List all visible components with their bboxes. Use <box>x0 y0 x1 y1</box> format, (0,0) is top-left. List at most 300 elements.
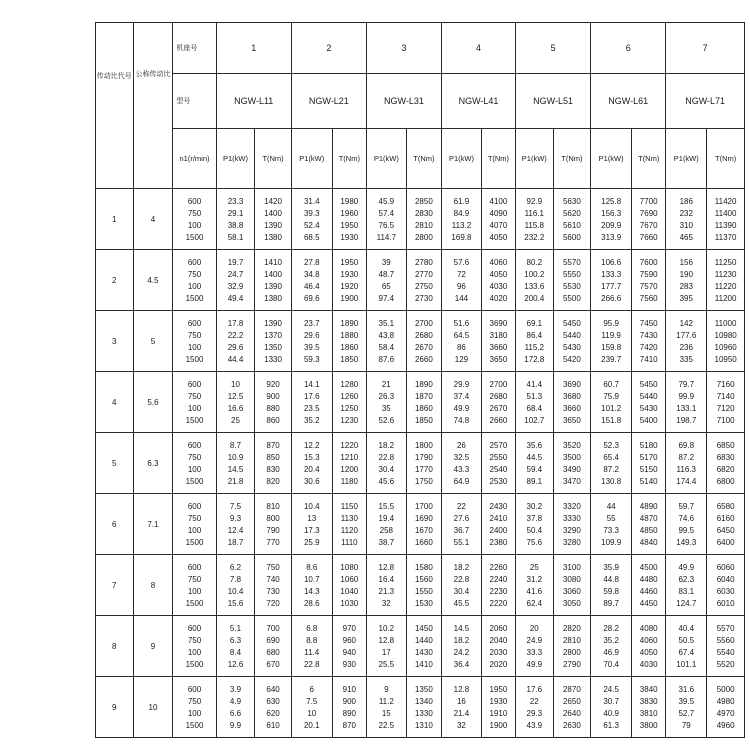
power-value: 172.8 <box>524 355 545 364</box>
power-value: 133.6 <box>524 282 545 291</box>
power-values-cell <box>666 433 707 494</box>
power-value: 58.4 <box>378 343 395 352</box>
power-value: 8.7 <box>229 441 242 450</box>
transmission-code-cell: 9 <box>96 677 134 738</box>
torque-values-cell <box>255 311 291 372</box>
power-value: 64.5 <box>453 331 470 340</box>
torque-value: 1560 <box>414 575 433 584</box>
torque-unit-cell: T(Nm) <box>481 129 515 189</box>
power-value: 113.2 <box>451 221 472 230</box>
torque-value: 2430 <box>489 502 508 511</box>
power-value: 156 <box>679 258 693 267</box>
power-value: 43.9 <box>526 721 543 730</box>
power-value: 43.3 <box>453 465 470 474</box>
torque-values-cell <box>481 372 515 433</box>
power-value: 22.8 <box>303 660 320 669</box>
torque-values-cell <box>553 616 591 677</box>
power-value: 115.2 <box>524 343 545 352</box>
power-value: 20 <box>529 624 539 633</box>
power-value: 84.9 <box>453 209 470 218</box>
torque-value: 4090 <box>489 209 508 218</box>
power-values-cell <box>591 250 632 311</box>
speed-value: 100 <box>187 282 202 291</box>
power-values-cell <box>216 189 255 250</box>
torque-value: 790 <box>266 526 280 535</box>
table-row <box>96 616 745 677</box>
power-value: 92.9 <box>526 197 543 206</box>
model-name-cell: NGW-L61 <box>591 74 666 129</box>
power-value: 30.7 <box>603 697 619 706</box>
torque-value: 870 <box>266 441 280 450</box>
power-value: 174.4 <box>676 477 697 486</box>
torque-value: 7140 <box>716 392 735 401</box>
power-value: 97.4 <box>378 294 395 303</box>
torque-value: 870 <box>342 721 356 730</box>
torque-value: 1030 <box>340 599 359 608</box>
power-values-cell <box>366 494 406 555</box>
power-value: 41.6 <box>526 587 543 596</box>
power-value: 65 <box>381 282 391 291</box>
power-values-cell <box>442 189 482 250</box>
power-value: 89.7 <box>603 599 619 608</box>
power-values-cell <box>591 494 632 555</box>
torque-unit-cell: T(Nm) <box>632 129 666 189</box>
power-value: 209.9 <box>601 221 622 230</box>
power-value: 151.8 <box>601 416 622 425</box>
power-value: 200.4 <box>524 294 545 303</box>
power-value: 156.3 <box>601 209 622 218</box>
power-values-cell <box>442 250 482 311</box>
power-value: 12.6 <box>227 660 244 669</box>
power-value: 17.8 <box>227 319 244 328</box>
power-value: 190 <box>679 270 693 279</box>
power-value: 18.2 <box>453 636 470 645</box>
power-value: 59.8 <box>603 587 619 596</box>
power-value: 236 <box>679 343 693 352</box>
torque-value: 2810 <box>414 221 433 230</box>
torque-values-cell <box>632 250 666 311</box>
power-values-cell <box>442 616 482 677</box>
torque-values-cell <box>707 433 745 494</box>
power-value: 59.4 <box>526 465 543 474</box>
torque-value: 1400 <box>264 209 282 218</box>
power-value: 169.8 <box>451 233 472 242</box>
power-value: 41.4 <box>526 380 543 389</box>
torque-value: 690 <box>266 636 280 645</box>
power-value: 10.2 <box>378 624 395 633</box>
power-value: 9.9 <box>229 721 242 730</box>
gear-reducer-spec-table <box>95 22 745 738</box>
power-value: 7.5 <box>306 697 318 706</box>
power-values-cell <box>366 311 406 372</box>
power-value: 101.2 <box>601 404 622 413</box>
power-value: 27.6 <box>453 514 470 523</box>
transmission-code-cell: 6 <box>96 494 134 555</box>
model-name-cell: NGW-L51 <box>516 74 591 129</box>
torque-value: 2030 <box>489 648 508 657</box>
power-value: 74.6 <box>678 514 695 523</box>
torque-value: 1790 <box>414 453 433 462</box>
power-value: 28.6 <box>303 599 320 608</box>
torque-value: 3080 <box>562 575 581 584</box>
torque-value: 2820 <box>562 624 581 633</box>
power-value: 44.5 <box>526 453 543 462</box>
torque-values-cell <box>255 616 291 677</box>
torque-value: 6400 <box>716 538 735 547</box>
torque-values-cell <box>553 555 591 616</box>
torque-value: 3660 <box>489 343 508 352</box>
power-values-cell <box>666 677 707 738</box>
power-value: 21.4 <box>453 709 470 718</box>
power-value: 48.7 <box>378 270 395 279</box>
frame-number-cell: 7 <box>666 23 745 74</box>
power-value: 130.8 <box>601 477 622 486</box>
torque-value: 2800 <box>414 233 433 242</box>
nominal-ratio-cell: 10 <box>133 677 173 738</box>
torque-value: 3690 <box>489 319 508 328</box>
power-value: 4.9 <box>229 697 242 706</box>
table-body <box>96 23 745 738</box>
power-value: 38.8 <box>227 221 244 230</box>
model-name-cell: NGW-L21 <box>291 74 366 129</box>
power-value: 32.5 <box>453 453 470 462</box>
power-value: 80.2 <box>526 258 543 267</box>
transmission-code-cell: 2 <box>96 250 134 311</box>
power-value: 52.6 <box>378 416 395 425</box>
torque-value: 2830 <box>414 209 433 218</box>
torque-values-cell <box>332 189 366 250</box>
torque-value: 5140 <box>639 477 658 486</box>
torque-value: 2780 <box>414 258 433 267</box>
torque-values-cell <box>707 677 745 738</box>
power-value: 74.8 <box>453 416 470 425</box>
speed-value: 100 <box>187 404 202 413</box>
power-value: 29.1 <box>227 209 244 218</box>
power-value: 35.2 <box>603 636 619 645</box>
speed-value: 750 <box>187 331 202 340</box>
power-value: 14.5 <box>453 624 470 633</box>
power-value: 55 <box>606 514 616 523</box>
torque-value: 1920 <box>340 282 359 291</box>
torque-value: 5430 <box>639 404 658 413</box>
power-value: 29.6 <box>227 343 244 352</box>
torque-values-cell <box>255 189 291 250</box>
torque-value: 2570 <box>489 441 508 450</box>
nominal-ratio-cell: 4.5 <box>133 250 173 311</box>
torque-value: 1660 <box>414 538 433 547</box>
torque-value: 11400 <box>714 209 737 218</box>
torque-value: 4890 <box>639 502 658 511</box>
power-unit-cell: P1(kW) <box>216 129 255 189</box>
table-row <box>96 372 745 433</box>
torque-value: 1110 <box>341 538 358 547</box>
power-value: 24.2 <box>453 648 470 657</box>
power-value: 49.9 <box>678 563 695 572</box>
power-values-cell <box>666 189 707 250</box>
power-value: 40.4 <box>678 624 695 633</box>
power-value: 35.1 <box>378 319 395 328</box>
torque-value: 1900 <box>489 721 508 730</box>
power-values-cell <box>216 677 255 738</box>
power-values-cell <box>366 433 406 494</box>
speed-list-cell <box>173 555 216 616</box>
frame-number-cell: 2 <box>291 23 366 74</box>
torque-value: 11370 <box>714 233 737 242</box>
nominal-ratio-header: 公称传动比 <box>133 23 173 189</box>
power-value: 39.3 <box>303 209 320 218</box>
power-value: 69.1 <box>526 319 543 328</box>
torque-values-cell <box>481 433 515 494</box>
power-value: 22 <box>529 697 539 706</box>
power-value: 395 <box>679 294 693 303</box>
torque-value: 730 <box>266 587 280 596</box>
torque-value: 830 <box>266 465 280 474</box>
power-value: 44 <box>606 502 616 511</box>
power-value: 186 <box>679 197 693 206</box>
nominal-ratio-cell: 7.1 <box>133 494 173 555</box>
torque-value: 1330 <box>264 355 282 364</box>
torque-values-cell <box>481 616 515 677</box>
power-value: 69.8 <box>678 441 695 450</box>
speed-value: 750 <box>187 575 202 584</box>
torque-values-cell <box>553 677 591 738</box>
torque-values-cell <box>255 494 291 555</box>
torque-value: 3500 <box>562 453 581 462</box>
torque-value: 1890 <box>340 319 359 328</box>
torque-value: 2230 <box>489 587 508 596</box>
torque-values-cell <box>707 555 745 616</box>
speed-value: 100 <box>187 526 202 535</box>
power-value: 119.9 <box>601 331 621 340</box>
torque-value: 1930 <box>340 270 359 279</box>
torque-values-cell <box>406 616 441 677</box>
torque-value: 4500 <box>639 563 658 572</box>
power-value: 10.9 <box>227 453 244 462</box>
torque-value: 2220 <box>489 599 508 608</box>
power-value: 29.3 <box>526 709 543 718</box>
power-value: 177.6 <box>676 331 697 340</box>
power-value: 29.9 <box>453 380 470 389</box>
torque-value: 5430 <box>562 343 581 352</box>
model-name-cell: NGW-L11 <box>216 74 291 129</box>
power-value: 49.4 <box>227 294 244 303</box>
torque-value: 1250 <box>340 404 359 413</box>
power-value: 25 <box>529 563 539 572</box>
speed-value: 100 <box>187 343 202 352</box>
power-value: 44.8 <box>603 575 619 584</box>
torque-value: 5420 <box>562 355 581 364</box>
power-value: 22 <box>456 502 466 511</box>
power-value: 13 <box>307 514 317 523</box>
power-value: 15.5 <box>378 502 395 511</box>
torque-value: 1850 <box>414 416 433 425</box>
table-row <box>96 433 745 494</box>
torque-values-cell <box>332 616 366 677</box>
power-value: 101.1 <box>676 660 697 669</box>
speed-value: 750 <box>187 209 202 218</box>
speed-value: 600 <box>187 502 202 511</box>
torque-value: 7410 <box>639 355 658 364</box>
torque-value: 5540 <box>716 648 735 657</box>
torque-values-cell <box>632 677 666 738</box>
torque-value: 1230 <box>340 416 359 425</box>
torque-value: 7570 <box>639 282 658 291</box>
power-values-cell <box>216 311 255 372</box>
torque-value: 1960 <box>340 209 359 218</box>
torque-value: 7160 <box>716 380 735 389</box>
power-value: 116.1 <box>524 209 545 218</box>
torque-value: 3470 <box>562 477 581 486</box>
torque-values-cell <box>332 555 366 616</box>
speed-value: 1500 <box>185 721 204 730</box>
torque-value: 6010 <box>716 599 735 608</box>
torque-value: 1340 <box>414 697 433 706</box>
torque-value: 5610 <box>562 221 581 230</box>
torque-value: 7430 <box>639 331 658 340</box>
power-value: 57.4 <box>378 209 395 218</box>
torque-values-cell <box>632 311 666 372</box>
power-value: 12.8 <box>378 636 395 645</box>
torque-value: 7450 <box>639 319 658 328</box>
transmission-code-cell: 8 <box>96 616 134 677</box>
speed-list-cell <box>173 250 216 311</box>
torque-value: 11220 <box>714 282 737 291</box>
torque-value: 2380 <box>489 538 508 547</box>
power-value: 10.4 <box>227 587 244 596</box>
power-value: 72 <box>456 270 466 279</box>
torque-value: 610 <box>266 721 280 730</box>
torque-value: 3520 <box>562 441 581 450</box>
power-value: 86 <box>456 343 466 352</box>
torque-value: 7560 <box>639 294 658 303</box>
power-value: 19.4 <box>378 514 395 523</box>
power-value: 5.1 <box>229 624 242 633</box>
power-values-cell <box>216 616 255 677</box>
torque-value: 2640 <box>562 709 581 718</box>
speed-value: 100 <box>187 648 202 657</box>
torque-value: 1530 <box>414 599 433 608</box>
power-value: 40.9 <box>603 709 619 718</box>
torque-value: 1550 <box>414 587 433 596</box>
power-value: 12.8 <box>453 685 470 694</box>
power-value: 6.3 <box>229 636 242 645</box>
power-value: 39.5 <box>303 343 320 352</box>
torque-value: 800 <box>266 514 280 523</box>
torque-value: 5440 <box>562 331 581 340</box>
torque-value: 4020 <box>489 294 508 303</box>
torque-values-cell <box>553 250 591 311</box>
power-value: 20.4 <box>303 465 320 474</box>
power-value: 32.9 <box>227 282 244 291</box>
torque-values-cell <box>406 189 441 250</box>
torque-value: 2630 <box>562 721 581 730</box>
power-value: 22.5 <box>378 721 395 730</box>
power-value: 25.9 <box>303 538 320 547</box>
power-values-cell <box>366 555 406 616</box>
power-value: 239.7 <box>601 355 622 364</box>
power-value: 21.8 <box>227 477 244 486</box>
torque-value: 4460 <box>639 587 658 596</box>
torque-value: 1930 <box>340 233 359 242</box>
spec-table-sheet <box>95 22 745 744</box>
power-value: 15.3 <box>303 453 320 462</box>
transmission-code-cell: 4 <box>96 372 134 433</box>
torque-values-cell <box>632 494 666 555</box>
torque-value: 2700 <box>414 319 433 328</box>
speed-value: 1500 <box>185 477 204 486</box>
power-value: 24.7 <box>227 270 244 279</box>
torque-value: 5620 <box>562 209 581 218</box>
torque-value: 6450 <box>716 526 735 535</box>
torque-value: 1120 <box>340 526 358 535</box>
torque-value: 6030 <box>716 587 735 596</box>
power-values-cell <box>366 189 406 250</box>
power-value: 16.6 <box>227 404 244 413</box>
power-value: 10 <box>231 380 240 389</box>
torque-value: 2770 <box>414 270 433 279</box>
power-values-cell <box>591 555 632 616</box>
power-values-cell <box>516 616 554 677</box>
power-value: 31.6 <box>678 685 695 694</box>
frame-number-cell: 1 <box>216 23 291 74</box>
torque-value: 11420 <box>714 197 737 206</box>
power-value: 32 <box>381 599 391 608</box>
power-value: 73.3 <box>603 526 619 535</box>
power-value: 23.3 <box>227 197 244 206</box>
power-value: 8.6 <box>306 563 318 572</box>
torque-value: 2680 <box>414 331 433 340</box>
torque-value: 1390 <box>264 221 282 230</box>
torque-value: 7690 <box>639 209 658 218</box>
type-label: 型号 <box>173 74 216 129</box>
power-value: 116.3 <box>676 465 696 474</box>
power-value: 79 <box>681 721 691 730</box>
model-name-cell: NGW-L31 <box>366 74 441 129</box>
transmission-code-cell: 7 <box>96 555 134 616</box>
torque-value: 5500 <box>562 294 581 303</box>
torque-values-cell <box>707 372 745 433</box>
power-value: 76.5 <box>378 221 395 230</box>
torque-values-cell <box>707 311 745 372</box>
torque-value: 4850 <box>639 526 658 535</box>
torque-value: 6850 <box>716 441 735 450</box>
power-value: 15 <box>381 709 391 718</box>
torque-values-cell <box>332 677 366 738</box>
torque-value: 4030 <box>639 660 658 669</box>
power-value: 62.3 <box>678 575 695 584</box>
power-value: 23.5 <box>303 404 320 413</box>
speed-value: 1500 <box>185 416 204 425</box>
power-value: 124.7 <box>676 599 697 608</box>
power-values-cell <box>442 311 482 372</box>
power-value: 10.7 <box>303 575 320 584</box>
torque-value: 930 <box>342 660 356 669</box>
torque-value: 890 <box>342 709 356 718</box>
power-values-cell <box>591 311 632 372</box>
power-values-cell <box>291 250 332 311</box>
power-unit-cell: P1(kW) <box>591 129 632 189</box>
torque-values-cell <box>332 494 366 555</box>
torque-value: 1930 <box>489 697 508 706</box>
power-value: 24.9 <box>526 636 543 645</box>
power-value: 99.9 <box>678 392 695 401</box>
torque-value: 3680 <box>562 392 581 401</box>
nominal-ratio-cell: 6.3 <box>133 433 173 494</box>
speed-value: 1500 <box>185 660 204 669</box>
torque-value: 2530 <box>489 477 508 486</box>
torque-values-cell <box>707 189 745 250</box>
torque-value: 4960 <box>716 721 735 730</box>
